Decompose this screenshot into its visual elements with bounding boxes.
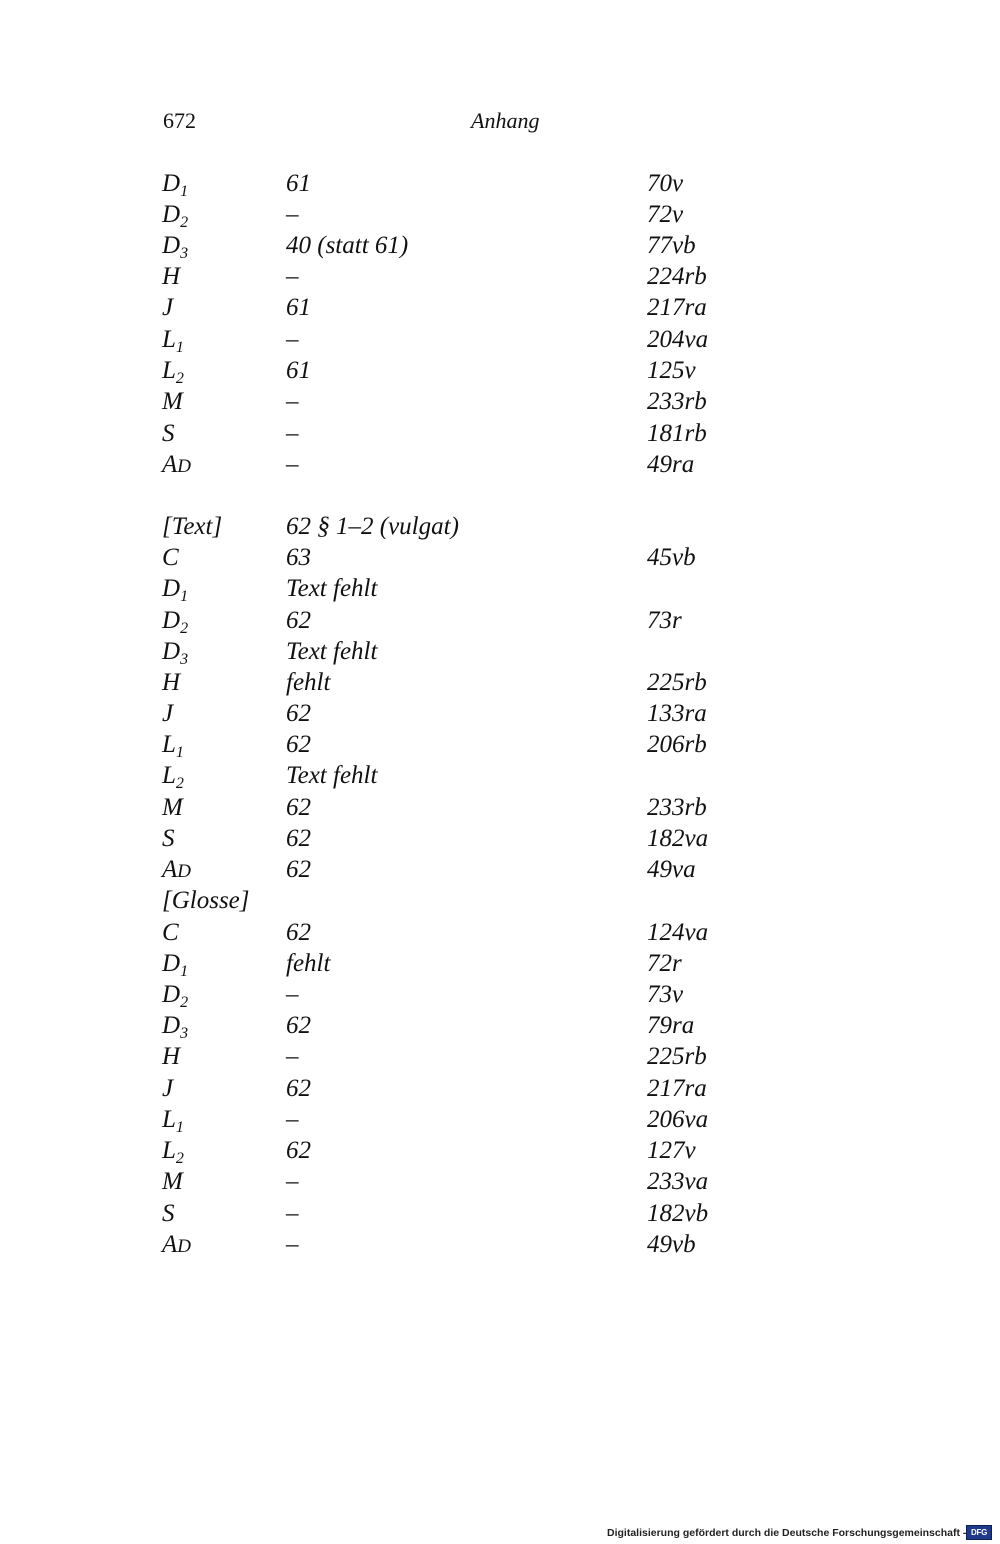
table-row [0,948,1000,979]
table-row [0,667,1000,698]
chapter-ref: – [286,1106,299,1133]
folio-ref: 182vb [647,1200,709,1227]
table-row [0,823,1000,854]
folio-ref: 233rb [647,794,707,821]
folio-ref: 49va [647,856,696,883]
chapter-ref: 62 [286,825,311,852]
chapter-ref: 62 [286,731,311,758]
table-row [0,1073,1000,1104]
chapter-ref: 62 § 1–2 (vulgat) [286,513,459,540]
chapter-ref: 62 [286,700,311,727]
chapter-ref: 61 [286,294,311,321]
siglum: H [162,669,181,696]
chapter-ref: 62 [286,794,311,821]
table-row [0,729,1000,760]
table-row [0,261,1000,292]
chapter-ref: fehlt [286,950,331,977]
folio-ref: 217ra [647,1075,707,1102]
folio-ref: 233va [647,1168,709,1195]
folio-ref: 133ra [647,700,707,727]
folio-ref: 181rb [647,420,707,447]
siglum: $L_2$ [162,1137,184,1167]
folio-ref: 217ra [647,294,707,321]
siglum: $D_3$ [162,232,189,262]
table-row [0,917,1000,948]
siglum: $D_3$ [162,1012,189,1042]
running-title: Anhang [471,108,540,133]
folio-ref: 73v [647,981,684,1008]
siglum: AD [162,451,192,478]
siglum: AD [162,1231,192,1258]
chapter-ref: – [286,1200,299,1227]
table-row [0,573,1000,604]
table-row [0,760,1000,791]
folio-ref: 233rb [647,388,707,415]
chapter-ref: 61 [286,357,311,384]
chapter-ref: 62 [286,919,311,946]
folio-ref: 72r [647,950,682,977]
chapter-ref: 62 [286,1075,311,1102]
siglum: M [162,794,183,821]
table-row [0,1104,1000,1135]
chapter-ref: 62 [286,856,311,883]
chapter-ref: Text fehlt [286,638,378,665]
table-row [0,1041,1000,1072]
chapter-ref: – [286,263,299,290]
table-row [0,792,1000,823]
folio-ref: 72v [647,201,684,228]
chapter-ref: – [286,1231,299,1258]
folio-ref: 70v [647,170,684,197]
chapter-ref: – [286,1168,299,1195]
folio-ref: 206va [647,1106,709,1133]
chapter-ref: 62 [286,1012,311,1039]
chapter-ref: 62 [286,1137,311,1164]
folio-ref: 127v [647,1137,696,1164]
table-row [0,854,1000,885]
siglum: H [162,1043,181,1070]
table-row [0,418,1000,449]
siglum: C [162,544,179,571]
section-label: [Glosse] [162,887,250,914]
table-row [0,1010,1000,1041]
table-row [0,885,1000,916]
siglum: $D_2$ [162,607,189,637]
siglum: H [162,263,181,290]
chapter-ref: – [286,326,299,353]
folio-ref: 49ra [647,451,695,478]
siglum: $L_1$ [162,1106,184,1136]
chapter-ref: – [286,420,299,447]
table-row [0,1135,1000,1166]
table-row [0,979,1000,1010]
siglum: $L_1$ [162,731,184,761]
folio-ref: 49vb [647,1231,696,1258]
table-row [0,199,1000,230]
table-row [0,230,1000,261]
siglum: J [162,294,174,321]
folio-ref: 225rb [647,669,707,696]
chapter-ref: – [286,388,299,415]
table-row [0,542,1000,573]
folio-ref: 182va [647,825,709,852]
table-row [0,636,1000,667]
chapter-ref: fehlt [286,669,331,696]
folio-ref: 125v [647,357,696,384]
chapter-ref: – [286,981,299,1008]
table-row [0,698,1000,729]
dfg-logo: DFG [966,1525,992,1540]
table-row [0,1229,1000,1260]
siglum: J [162,1075,174,1102]
siglum: S [162,420,175,447]
table-row [0,449,1000,480]
siglum: $D_2$ [162,981,189,1011]
page-number: 672 [163,108,196,133]
siglum: $D_1$ [162,950,189,980]
chapter-ref: – [286,201,299,228]
siglum: $D_3$ [162,638,189,668]
table-row [0,1166,1000,1197]
section-label: [Text] [162,513,223,540]
chapter-ref: 62 [286,607,311,634]
table-row [0,1198,1000,1229]
folio-ref: 206rb [647,731,707,758]
siglum: AD [162,856,192,883]
table-row [0,355,1000,386]
chapter-ref: 63 [286,544,311,571]
chapter-ref: 61 [286,170,311,197]
siglum: M [162,1168,183,1195]
table-row [0,386,1000,417]
chapter-ref: – [286,451,299,478]
chapter-ref: 40 (statt 61) [286,232,409,259]
siglum: S [162,825,175,852]
table-row [0,324,1000,355]
folio-ref: 45vb [647,544,696,571]
siglum: $D_2$ [162,201,189,231]
table-row [0,605,1000,636]
table-row [0,511,1000,542]
siglum: $L_1$ [162,326,184,356]
table-row [0,168,1000,199]
folio-ref: 124va [647,919,709,946]
folio-ref: 77vb [647,232,696,259]
table-row [0,292,1000,323]
siglum: J [162,700,174,727]
folio-ref: 79ra [647,1012,695,1039]
digitization-credit: Digitalisierung gefördert durch die Deutsche Forschungsgemeinschaft - [607,1527,967,1539]
siglum: $D_1$ [162,170,189,200]
chapter-ref: Text fehlt [286,575,378,602]
folio-ref: 204va [647,326,709,353]
chapter-ref: Text fehlt [286,762,378,789]
chapter-ref: – [286,1043,299,1070]
folio-ref: 73r [647,607,682,634]
siglum: $L_2$ [162,357,184,387]
siglum: S [162,1200,175,1227]
siglum: $L_2$ [162,762,184,792]
siglum: C [162,919,179,946]
folio-ref: 224rb [647,263,707,290]
siglum: M [162,388,183,415]
folio-ref: 225rb [647,1043,707,1070]
siglum: $D_1$ [162,575,189,605]
